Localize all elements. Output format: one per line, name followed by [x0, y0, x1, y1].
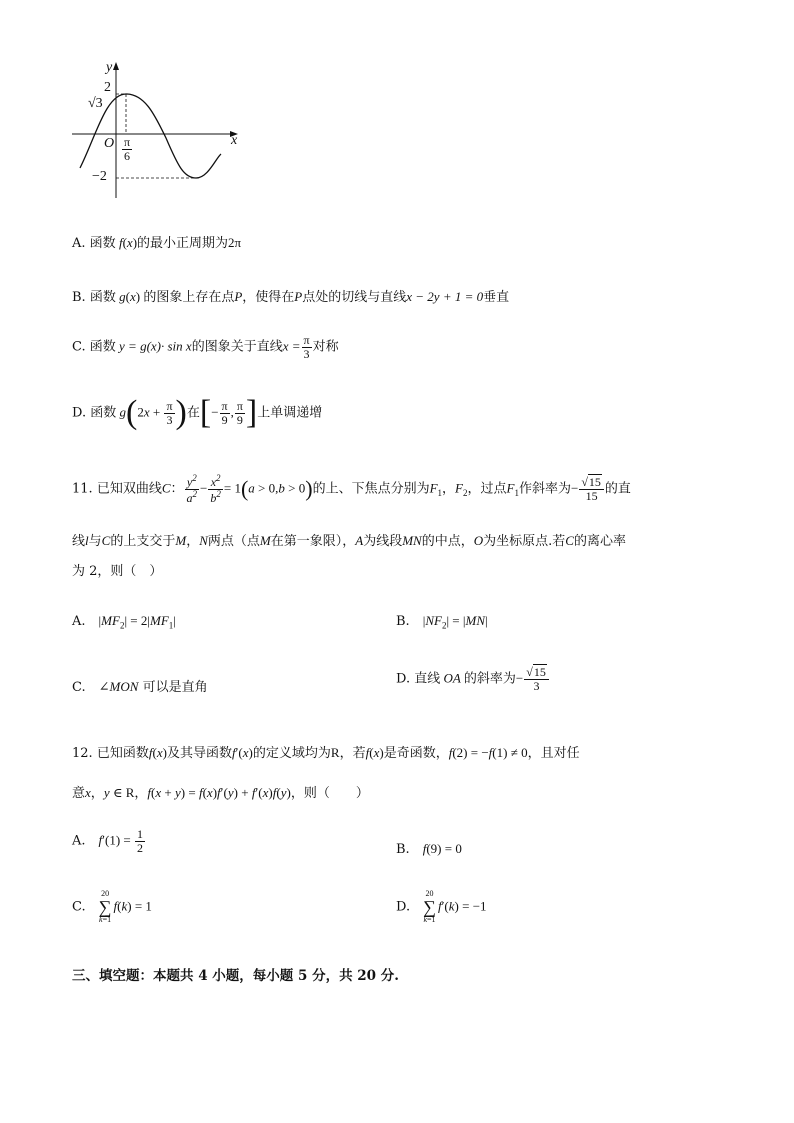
q11-option-c: C. ∠MON 可以是直角 [72, 679, 208, 695]
tick-y-2: 2 [104, 80, 111, 95]
q11-line-2: 线l与C的上支交于M，N两点（点M在第一象限），A为线段MN的中点，O为坐标原点.若C的离心率 [72, 533, 626, 549]
y-axis-label: y [106, 60, 113, 75]
section-3-title: 三、填空题：本题共 4 小题，每小题 5 分，共 20 分. [72, 968, 399, 984]
q12-line-2: 意x，y ∈ R，f(x + y) = f(x)f′(y) + f′(x)f(y)，则（ ） [72, 785, 369, 801]
q10-option-b: B. 函数 g(x) 的图象上存在点P，使得在P点处的切线与直线x − 2y + 1 = 0垂直 [72, 289, 510, 305]
q11-option-a: A. $|MF_2| = 2|MF_1|$ [72, 613, 176, 631]
q10-option-c: C. 函数 y = g(x)· sin x的图象关于直线x = $\frac{\pi}{3}$ 对称 [72, 333, 339, 361]
q12-line-1: 12. 已知函数f(x)及其导函数f′(x)的定义域均为R，若f(x)是奇函数，f(2) = −f(1) ≠ 0，且对任 [72, 745, 580, 761]
q11-line-3: 为 2，则（ ） [72, 564, 163, 579]
tick-y-neg2: −2 [92, 169, 107, 184]
q10-option-a: A. 函数 f(x)的最小正周期为2π [72, 235, 242, 251]
q10-option-d: D. 函数 g(2x + $\frac{\pi}{3}$ )在[− $\frac{\pi}{9}$ , $\frac{\pi}{9}$ ]上单调递增 [72, 394, 323, 431]
sine-graph [66, 58, 246, 208]
tick-x-pi6: $\frac{\pi}{6}$ [124, 135, 131, 163]
q12-option-d: D. 20 ∑ k=1 f′(k) = −1 [396, 889, 487, 924]
x-axis-label: x [231, 133, 238, 148]
q11-line-1: 11. 已知双曲线C： $\frac{y^2}{a^2}$ − $\frac{x^2}{b^2}$ = 1(a > 0,b > 0)的上、下焦点分别为$F_1$，$F_2$，过点$F_1$作斜率为− $\frac{√15}{15}$ 的直 [72, 473, 631, 505]
q12-option-a: A. f′(1) = $\frac{1}{2}$ [72, 827, 144, 855]
q11-option-d: D. 直线 OA 的斜率为− $\frac{√15}{3}$ [396, 666, 550, 692]
q12-option-c: C. 20 ∑ k=1 f(k) = 1 [72, 889, 152, 924]
tick-y-sqrt3: √3 [88, 96, 103, 111]
origin-label: O [104, 136, 115, 151]
q11-option-b: B. $|NF_2| = |MN|$ [396, 613, 488, 631]
q12-option-b: B. f(9) = 0 [396, 841, 462, 857]
